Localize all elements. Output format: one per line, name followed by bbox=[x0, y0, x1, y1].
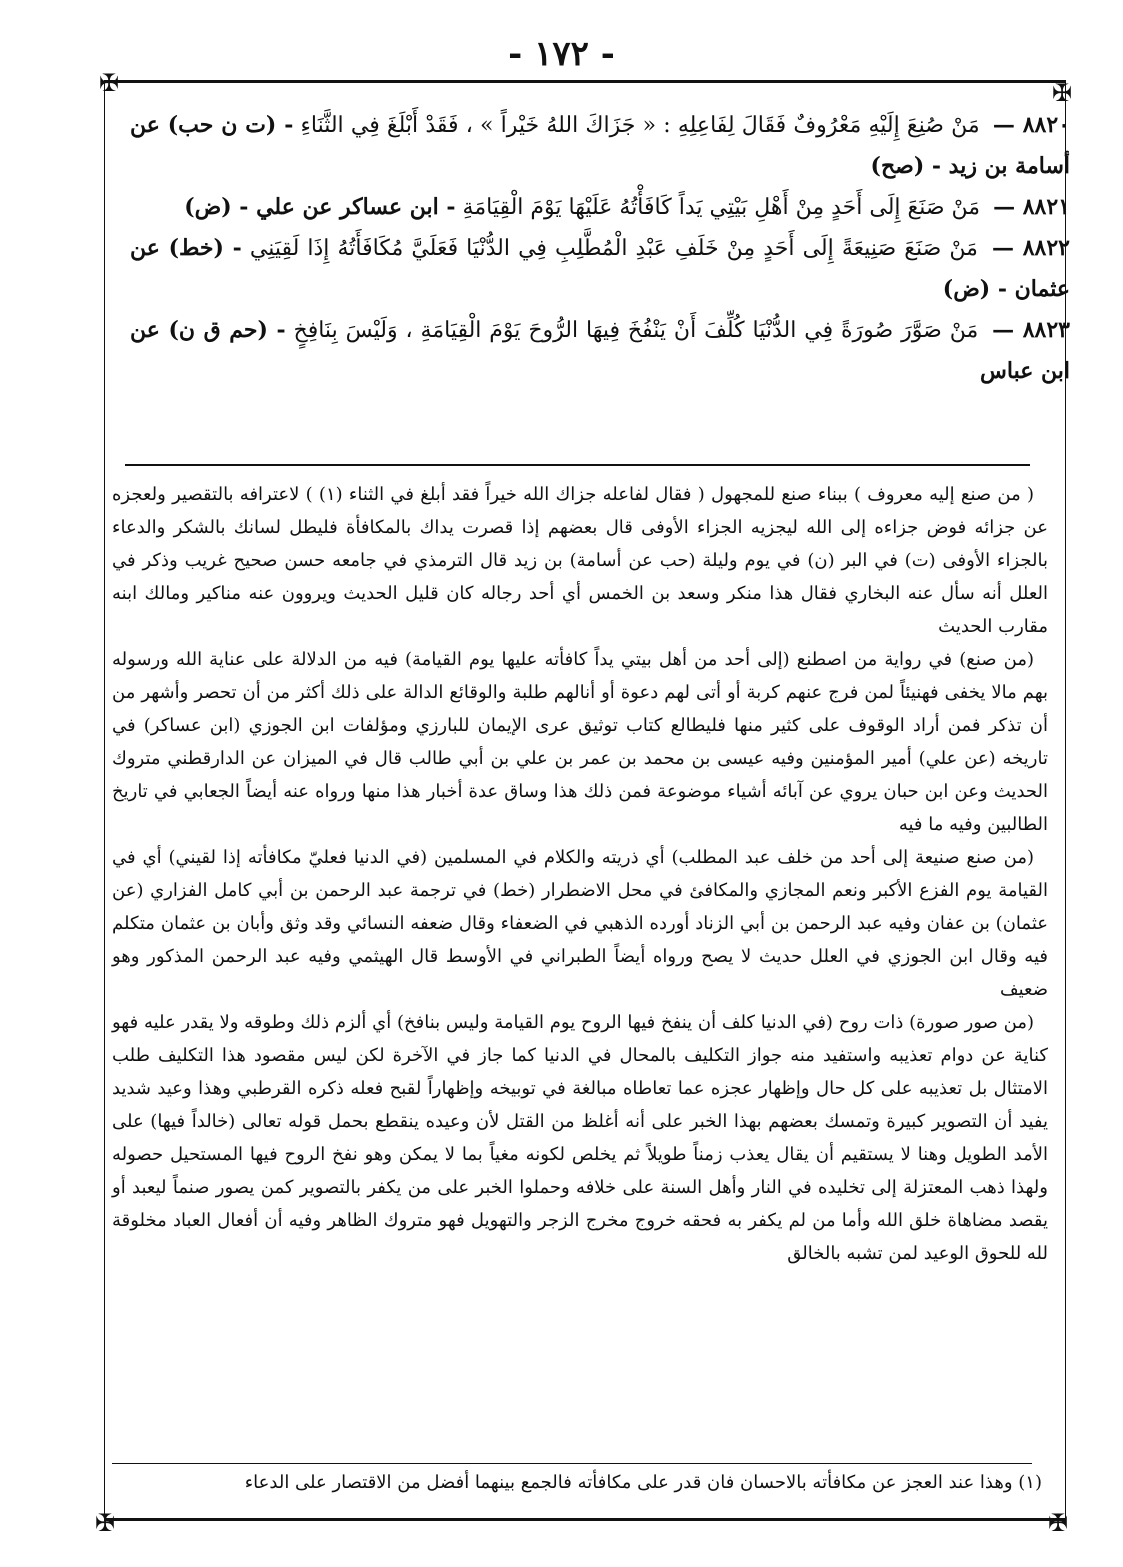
hadith-number: ٨٨٢٢ — bbox=[991, 235, 1070, 261]
hadith-list bbox=[130, 105, 1070, 392]
cross-ornament-icon: ✠ bbox=[1051, 79, 1073, 107]
commentary-paragraph: ( من صنع إليه معروف ) ببناء صنع للمجهول ( فقال لفاعله جزاك الله خيراً فقد أبلغ في الثناء (١) ) لاعترافه بالتقصير ولعجزه عن جزائه فوض جزاءه إلى الله ليجزيه الجزاء الأوفى قال بعضهم إذا قصرت يداك بالمكافأة فليطل لسانك بالشكر والدعاء بالجزاء الأوفى (ت) في البر (ن) في يوم وليلة (حب عن أسامة) بن زيد قال الترمذي في جامعه حسن صحيح غريب وذكر في العلل أنه سأل عنه البخاري فقال هذا منكر وسعد بن الخمس أي أحد رجاله كان قليل الحديث ويروون عنه مناكير ومالك ابنه مقارب الحديث bbox=[112, 484, 1049, 637]
section-divider bbox=[125, 464, 1030, 466]
hadith-8820 bbox=[130, 105, 1070, 187]
hadith-source: - (ت ن حب) عن أسامة بن زيد - (صح) bbox=[130, 112, 1070, 179]
hadith-source: - ابن عساكر عن علي - (ض) bbox=[184, 194, 456, 220]
cross-ornament-icon: ✠ bbox=[1047, 1509, 1069, 1537]
hadith-8821 bbox=[130, 187, 1070, 228]
hadith-source: - (حم ق ن) عن ابن عباس bbox=[130, 317, 1070, 384]
cross-ornament-icon: ✠ bbox=[98, 69, 120, 97]
hadith-number: ٨٨٢١ — bbox=[993, 194, 1070, 220]
hadith-text: مَنْ صَوَّرَ صُورَةً فِي الدُّنْيَا كُلِّفَ أَنْ يَنْفُخَ فِيهَا الرُّوحَ يَوْمَ الْقِيَامَةِ ، وَلَيْسَ بِنَافِخٍ bbox=[293, 318, 979, 343]
hadith-text: مَنْ صَنَعَ صَنِيعَةً إِلَى أَحَدٍ مِنْ خَلَفِ عَبْدِ الْمُطَّلِبِ فِي الدُّنْيَا فَعَلَيَّ مُكَافَأَتُهُ إِذَا لَقِيَنِي bbox=[249, 236, 978, 261]
hadith-text: مَنْ صُنِعَ إِلَيْهِ مَعْرُوفٌ فَقَالَ لِفَاعِلِهِ : « جَزَاكَ اللهُ خَيْراً » ، فَقَدْ أَبْلَغَ فِي الثَّنَاءِ bbox=[300, 113, 980, 138]
commentary-paragraph: (من صنع) في رواية من اصطنع (إلى أحد من أهل بيتي يداً كافأته عليها يوم القيامة) فيه من الدلالة على عناية الله ورسوله بهم مالا يخفى فهنيئاً لمن فرج عنهم كربة أو أتى لهم دعوة أو أنالهم طلبة والوقائع الدالة على ذلك أكثر من أن تحصر وأشهر من أن تذكر فمن أراد الوقوف على كثير منها فليطالع كتاب توثيق عرى الإيمان للبارزي ومؤلفات ابن الجوزي (ابن عساكر) في تاريخه (عن علي) أمير المؤمنين وفيه عيسى بن محمد بن عمر بن علي بن أبي طالب قال في الميزان عن الدارقطني متروك الحديث وعن ابن حبان يروي عن آبائه أشياء موضوعة فمن ذلك هذا وساق عدة أخبار هذا منها ورواه عنه أيضاً الجعابي في تاريخ الطالبين وفيه ما فيه bbox=[112, 649, 1048, 835]
footnote-divider bbox=[112, 1463, 1032, 1464]
hadith-source: - (خط) عن عثمان - (ض) bbox=[130, 235, 1070, 302]
commentary bbox=[112, 478, 1048, 1270]
hadith-number: ٨٨٢٣ — bbox=[992, 317, 1070, 343]
commentary-paragraph: (من صنع صنيعة إلى أحد من خلف عبد المطلب) أي ذريته والكلام في المسلمين (في الدنيا فعليّ مكافأته إذا لقيني) أي في القيامة يوم الفزع الأكبر ونعم المجازي والمكافئ في محل الاضطرار (خط) في ترجمة عبد الرحمن بن أبي كامل الفزاري (عن عثمان) بن عفان وفيه عبد الرحمن بن أبي الزناد أورده الذهبي في الضعفاء وقال ضعفه النسائي وقد وثق وأبان بن عثمان متكلم فيه وقال ابن الجوزي في العلل حديث لا يصح ورواه أيضاً الطبراني في الأوسط قال الهيثمي وفيه عبد الرحمن المذكور وهو ضعيف bbox=[112, 847, 1048, 1000]
hadith-8823 bbox=[130, 310, 1070, 392]
hadith-number: ٨٨٢٠ — bbox=[992, 112, 1070, 138]
footnote: (١) وهذا عند العجز عن مكافأته بالاحسان فان قدر على مكافأته فالجمع بينهما أفضل من الاقتصار على الدعاء bbox=[244, 1472, 1042, 1493]
hadith-text: مَنْ صَنَعَ إِلَى أَحَدٍ مِنْ أَهْلِ بَيْتِي يَداً كَافَأْتُهُ عَلَيْهَا يَوْمَ الْقِيَامَةِ bbox=[462, 195, 981, 220]
commentary-paragraph: (من صور صورة) ذات روح (في الدنيا كلف أن ينفخ فيها الروح يوم القيامة وليس بنافخ) أي ألزم ذلك وطوقه ولا يقدر عليه فهو كناية عن دوام تعذيبه واستفيد منه جواز التكليف بالمحال في الدنيا كما جاز في الآخرة لكن ليس مقصود هذا التكليف طلب الامتثال بل تعذيبه على كل حال وإظهار عجزه عما تعاطاه مبالغة في توبيخه وإظهاراً لقبح فعله ذكره القرطبي وهذا وعيد شديد يفيد أن التصوير كبيرة وتمسك بعضهم بهذا الخبر على أنه أغلظ من القتل لأن وعيده ينقطع بحمل قوله تعالى (خالداً فيها) على الأمد الطويل وهنا لا يستقيم أن يقال يعذب زمناً طويلاً ثم يخلص لكونه مغياً بما لا يمكن وهو نفخ الروح فيها المستحيل حصوله ولهذا ذهب المعتزلة إلى تخليده في النار وأهل السنة على خلافه وحملوا الخبر على من يكفر بالتصوير كمن يصور صنماً ليعبد أو يقصد مضاهاة خلق الله وأما من لم يكفر به فحقه خروج مخرج الزجر والتهويل فهو متروك الظاهر وفيه أن أفعال العباد مخلوقة لله للحوق الوعيد لمن تشبه بالخالق bbox=[112, 1012, 1048, 1264]
hadith-8822 bbox=[130, 228, 1070, 310]
page-number: - ١٧٢ - bbox=[508, 34, 615, 74]
cross-ornament-icon: ✠ bbox=[94, 1509, 116, 1537]
